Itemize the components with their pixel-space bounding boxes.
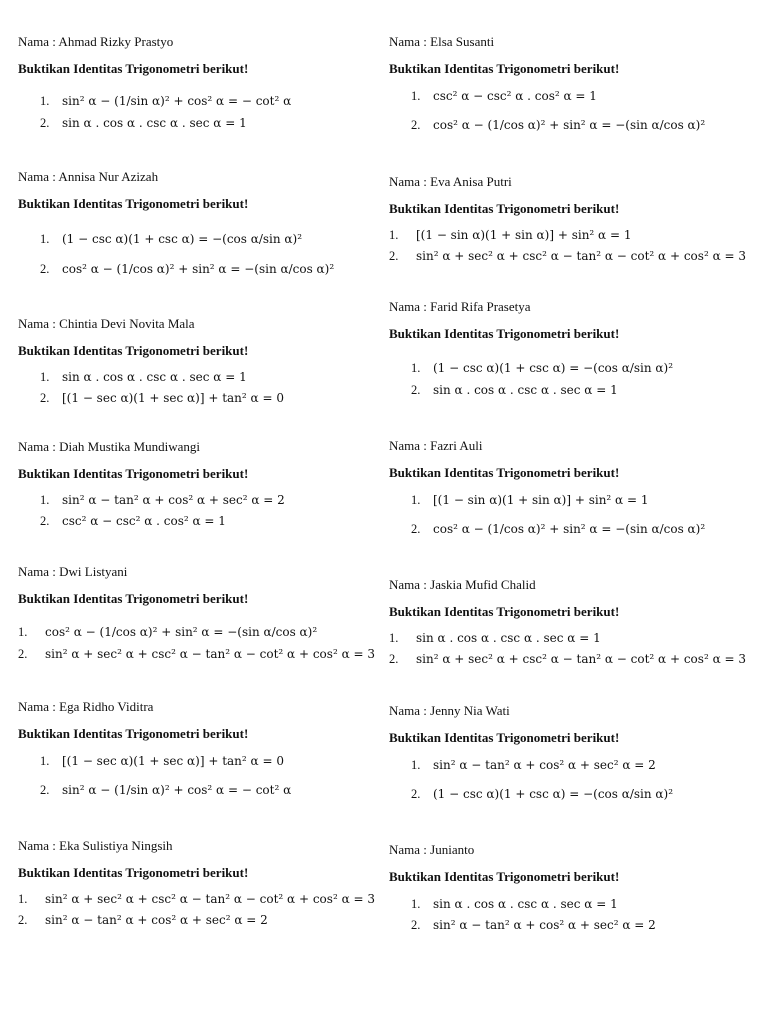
problem-number: 1.: [18, 625, 28, 639]
problem-expression: sin α . cos α . csc α . sec α = 1: [433, 383, 618, 397]
student-name: Nama : Eka Sulistiya Ningsih: [18, 838, 173, 853]
problem-number: 2.: [411, 118, 421, 132]
student-block: [18, 34, 388, 130]
problem-item: [389, 630, 759, 651]
problem-expression: sin α . cos α . csc α . sec α = 1: [416, 631, 601, 645]
student-block: [389, 703, 759, 801]
problem-item: [389, 896, 759, 917]
problem-expression: [(1 − sin α)(1 + sin α)] + sin² α = 1: [416, 228, 632, 242]
problem-number: 2.: [411, 383, 421, 397]
student-name: Nama : Eva Anisa Putri: [389, 174, 512, 189]
problem-number: 2.: [40, 116, 50, 130]
student-block: [18, 564, 388, 661]
problem-number: 2.: [40, 262, 50, 276]
problem-item: [18, 513, 388, 534]
problem-expression: cos² α − (1/cos α)² + sin² α = −(sin α/cos α)²: [433, 522, 706, 536]
problem-item: [389, 757, 759, 778]
problem-item: [389, 227, 759, 248]
problem-number: 2.: [40, 391, 50, 405]
problem-number: 2.: [411, 522, 421, 536]
problem-number: 2.: [40, 783, 50, 797]
problem-expression: (1 − csc α)(1 + csc α) = −(cos α/sin α)²: [62, 232, 303, 246]
instruction: Buktikan Identitas Trigonometri berikut!: [389, 61, 620, 76]
problem-item: [389, 513, 759, 543]
problem-list: [18, 616, 388, 667]
problem-item: [389, 778, 759, 808]
problem-item: [389, 248, 759, 269]
instruction: Buktikan Identitas Trigonometri berikut!: [389, 604, 620, 619]
problem-number: 2.: [389, 249, 399, 263]
problem-item: [18, 223, 388, 253]
problem-expression: csc² α − csc² α . cos² α = 1: [433, 89, 597, 103]
student-name: Nama : Ega Ridho Viditra: [18, 699, 154, 714]
problem-number: 1.: [40, 754, 50, 768]
problem-item: [18, 85, 388, 115]
problem-expression: cos² α − (1/cos α)² + sin² α = −(sin α/cos α)²: [45, 625, 318, 639]
problem-list: [389, 896, 759, 938]
student-block: [389, 842, 759, 932]
student-name: Nama : Farid Rifa Prasetya: [389, 299, 531, 314]
problem-list: [389, 352, 759, 403]
student-name: Nama : Diah Mustika Mundiwangi: [18, 439, 200, 454]
problem-expression: sin α . cos α . csc α . sec α = 1: [62, 116, 247, 130]
instruction: Buktikan Identitas Trigonometri berikut!: [18, 591, 249, 606]
instruction: Buktikan Identitas Trigonometri berikut!: [18, 61, 249, 76]
student-block: [389, 299, 759, 397]
problem-expression: [(1 − sin α)(1 + sin α)] + sin² α = 1: [433, 493, 649, 507]
student-block: [389, 34, 759, 132]
instruction: Buktikan Identitas Trigonometri berikut!: [389, 326, 620, 341]
problem-item: [18, 390, 388, 411]
problem-item: [18, 115, 388, 136]
problem-number: 2.: [389, 652, 399, 666]
problem-number: 1.: [411, 493, 421, 507]
student-name: Nama : Fazri Auli: [389, 438, 483, 453]
problem-expression: (1 − csc α)(1 + csc α) = −(cos α/sin α)²: [433, 361, 674, 375]
problem-item: [18, 492, 388, 513]
instruction: Buktikan Identitas Trigonometri berikut!: [18, 343, 249, 358]
problem-list: [389, 88, 759, 139]
instruction: Buktikan Identitas Trigonometri berikut!: [18, 466, 249, 481]
problem-number: 1.: [411, 758, 421, 772]
problem-expression: sin² α + sec² α + csc² α − tan² α − cot² α + cos² α = 3: [416, 249, 746, 263]
student-name: Nama : Jaskia Mufid Chalid: [389, 577, 536, 592]
problem-list: [18, 753, 388, 804]
problem-number: 1.: [411, 89, 421, 103]
problem-number: 2.: [40, 514, 50, 528]
student-name: Nama : Ahmad Rizky Prastyo: [18, 34, 174, 49]
student-block: [389, 438, 759, 536]
problem-expression: sin² α + sec² α + csc² α − tan² α − cot² α + cos² α = 3: [416, 652, 746, 666]
problem-number: 1.: [40, 232, 50, 246]
problem-expression: sin² α − tan² α + cos² α + sec² α = 2: [433, 758, 656, 772]
problem-item: [389, 382, 759, 403]
student-block: [18, 838, 388, 927]
problem-list: [18, 223, 388, 283]
instruction: Buktikan Identitas Trigonometri berikut!: [18, 865, 249, 880]
problem-number: 2.: [18, 647, 28, 661]
problem-item: [18, 646, 388, 667]
problem-number: 1.: [411, 361, 421, 375]
problem-item: [389, 492, 759, 513]
student-name: Nama : Dwi Listyani: [18, 564, 128, 579]
instruction: Buktikan Identitas Trigonometri berikut!: [389, 201, 620, 216]
problem-list: [389, 492, 759, 543]
problem-item: [389, 88, 759, 109]
problem-item: [389, 109, 759, 139]
student-block: [18, 316, 388, 405]
instruction: Buktikan Identitas Trigonometri berikut!: [18, 726, 249, 741]
problem-expression: csc² α − csc² α . cos² α = 1: [62, 514, 226, 528]
student-block: [18, 169, 388, 276]
problem-list: [18, 369, 388, 411]
student-block: [18, 699, 388, 797]
student-name: Nama : Annisa Nur Azizah: [18, 169, 159, 184]
problem-number: 2.: [18, 913, 28, 927]
problem-expression: sin² α + sec² α + csc² α − tan² α − cot² α + cos² α = 3: [45, 892, 375, 906]
student-name: Nama : Jenny Nia Wati: [389, 703, 510, 718]
problem-number: 1.: [40, 370, 50, 384]
problem-item: [389, 651, 759, 672]
problem-expression: cos² α − (1/cos α)² + sin² α = −(sin α/cos α)²: [433, 118, 706, 132]
problem-expression: sin² α − (1/sin α)² + cos² α = − cot² α: [62, 783, 292, 797]
student-block: [389, 577, 759, 666]
problem-expression: sin² α − tan² α + cos² α + sec² α = 2: [45, 913, 268, 927]
problem-expression: sin² α + sec² α + csc² α − tan² α − cot² α + cos² α = 3: [45, 647, 375, 661]
problem-item: [18, 253, 388, 283]
problem-expression: sin α . cos α . csc α . sec α = 1: [62, 370, 247, 384]
problem-expression: [(1 − sec α)(1 + sec α)] + tan² α = 0: [62, 391, 284, 405]
student-block: [18, 439, 388, 528]
problem-item: [18, 774, 388, 804]
problem-list: [18, 891, 388, 933]
student-name: Nama : Chintia Devi Novita Mala: [18, 316, 195, 331]
student-block: [389, 174, 759, 263]
problem-item: [18, 891, 388, 912]
problem-expression: cos² α − (1/cos α)² + sin² α = −(sin α/cos α)²: [62, 262, 335, 276]
problem-number: 1.: [389, 228, 399, 242]
instruction: Buktikan Identitas Trigonometri berikut!: [18, 196, 249, 211]
student-name: Nama : Elsa Susanti: [389, 34, 495, 49]
problem-item: [18, 753, 388, 774]
problem-number: 1.: [389, 631, 399, 645]
problem-number: 1.: [40, 94, 50, 108]
instruction: Buktikan Identitas Trigonometri berikut!: [389, 465, 620, 480]
instruction: Buktikan Identitas Trigonometri berikut!: [389, 730, 620, 745]
problem-expression: [(1 − sec α)(1 + sec α)] + tan² α = 0: [62, 754, 284, 768]
problem-number: 1.: [18, 892, 28, 906]
problem-item: [18, 616, 388, 646]
instruction: Buktikan Identitas Trigonometri berikut!: [389, 869, 620, 884]
problem-expression: sin α . cos α . csc α . sec α = 1: [433, 897, 618, 911]
problem-item: [18, 369, 388, 390]
problem-expression: sin² α − tan² α + cos² α + sec² α = 2: [62, 493, 285, 507]
problem-expression: sin² α − tan² α + cos² α + sec² α = 2: [433, 918, 656, 932]
problem-number: 1.: [411, 897, 421, 911]
problem-number: 2.: [411, 918, 421, 932]
problem-list: [389, 757, 759, 808]
problem-item: [389, 352, 759, 382]
problem-list: [18, 85, 388, 136]
problem-list: [389, 630, 759, 672]
problem-item: [18, 912, 388, 933]
problem-list: [18, 492, 388, 534]
problem-item: [389, 917, 759, 938]
problem-number: 1.: [40, 493, 50, 507]
problem-expression: (1 − csc α)(1 + csc α) = −(cos α/sin α)²: [433, 787, 674, 801]
problem-number: 2.: [411, 787, 421, 801]
problem-list: [389, 227, 759, 269]
student-name: Nama : Junianto: [389, 842, 475, 857]
problem-expression: sin² α − (1/sin α)² + cos² α = − cot² α: [62, 94, 292, 108]
